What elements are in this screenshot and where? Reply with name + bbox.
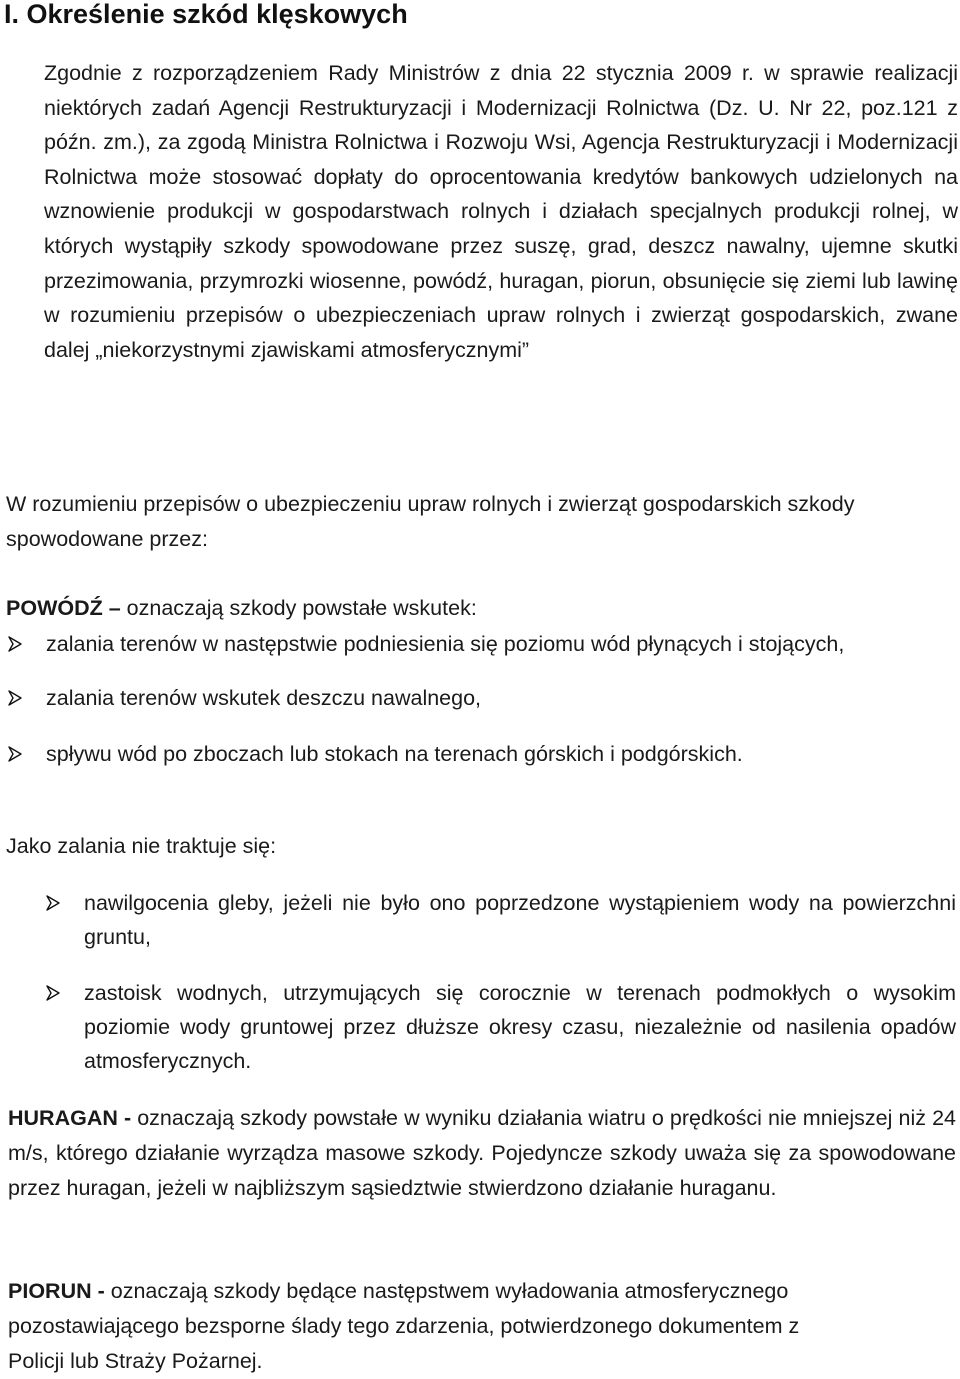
- flood-dash: –: [102, 596, 127, 620]
- flood-item-text: spływu wód po zboczach lub stokach na terenach górskich i podgórskich.: [46, 742, 743, 766]
- arrowhead-bullet-icon: [46, 985, 60, 1001]
- arrowhead-bullet-icon: [46, 895, 60, 911]
- exclusion-item-text: nawilgocenia gleby, jeżeli nie było ono poprzedzone wystąpieniem wody na powierzchni gruntu,: [84, 891, 956, 949]
- list-item: [6, 681, 956, 715]
- list-item: [44, 886, 956, 954]
- flood-item-text: zalania terenów w następstwie podniesienia się poziomu wód płynących i stojących,: [46, 632, 845, 656]
- list-item: [44, 976, 956, 1078]
- exclusion-item-text: zastoisk wodnych, utrzymujących się corocznie w terenach podmokłych o wysokim poziomie wody gruntowej przez dłuższe okresy czasu, niezależnie od nasilenia opadów atmosferycznych.: [84, 981, 956, 1073]
- flood-items-list: [6, 627, 956, 771]
- flood-desc: oznaczają szkody powstałe wskutek:: [126, 596, 477, 620]
- arrowhead-bullet-icon: [8, 690, 22, 706]
- section-title: I. Określenie szkód klęskowych: [4, 0, 408, 29]
- flood-item-text: zalania terenów wskutek deszczu nawalnego,: [46, 686, 482, 710]
- exclusions-intro: Jako zalania nie traktuje się:: [6, 834, 277, 858]
- lightning-term: PIORUN -: [8, 1279, 111, 1303]
- hurricane-desc: oznaczają szkody powstałe w wyniku działania wiatru o prędkości nie mniejszej niż 24 m/s, którego działanie wyrządza masowe szkody. Pojedyncze szkody uważa się za spowodowane przez huragan, jeżeli w najbliższym sąsiedztwie stwierdzono działanie huraganu.: [8, 1106, 956, 1200]
- list-item: [6, 627, 956, 661]
- flood-heading: [6, 591, 477, 625]
- flood-term: POWÓDŹ: [6, 596, 103, 620]
- list-item: [6, 737, 956, 771]
- intro-paragraph: Zgodnie z rozporządzeniem Rady Ministrów z dnia 22 stycznia 2009 r. w sprawie realizacji niektórych zadań Agencji Restrukturyzacji i Modernizacji Rolnictwa (Dz. U. Nr 22, poz.121 z późn. zm.), za zgodą Ministra Rolnictwa i Rozwoju Wsi, Agencja Restrukturyzacji i Modernizacji Rolnictwa może stosować dopłaty do oprocentowania kredytów bankowych udzielonych na wznowienie produkcji w gospodarstwach rolnych i działach specjalnych produkcji rolnej, w których wystąpiły szkody spowodowane przez suszę, grad, deszcz nawalny, ujemne skutki przezimowania, przymrozki wiosenne, powódź, huragan, piorun, obsunięcie się ziemi lub lawinę w rozumieniu przepisów o ubezpieczeniach upraw rolnych i zwierząt gospodarskich, zwane dalej „niekorzystnymi zjawiskami atmosferycznymi”: [44, 61, 958, 362]
- arrowhead-bullet-icon: [8, 746, 22, 762]
- lightning-paragraph: [8, 1274, 828, 1379]
- arrowhead-bullet-icon: [8, 636, 22, 652]
- exclusions-list: [44, 886, 956, 1078]
- hurricane-paragraph: [8, 1101, 956, 1206]
- hurricane-term: HURAGAN -: [8, 1106, 138, 1130]
- definition-intro: W rozumieniu przepisów o ubezpieczeniu upraw rolnych i zwierząt gospodarskich szkody spowodowane przez:: [6, 492, 855, 551]
- lightning-desc: oznaczają szkody będące następstwem wyładowania atmosferycznego pozostawiającego bezsporne ślady tego zdarzenia, potwierdzonego dokumentem z Policji lub Straży Pożarnej.: [8, 1279, 800, 1373]
